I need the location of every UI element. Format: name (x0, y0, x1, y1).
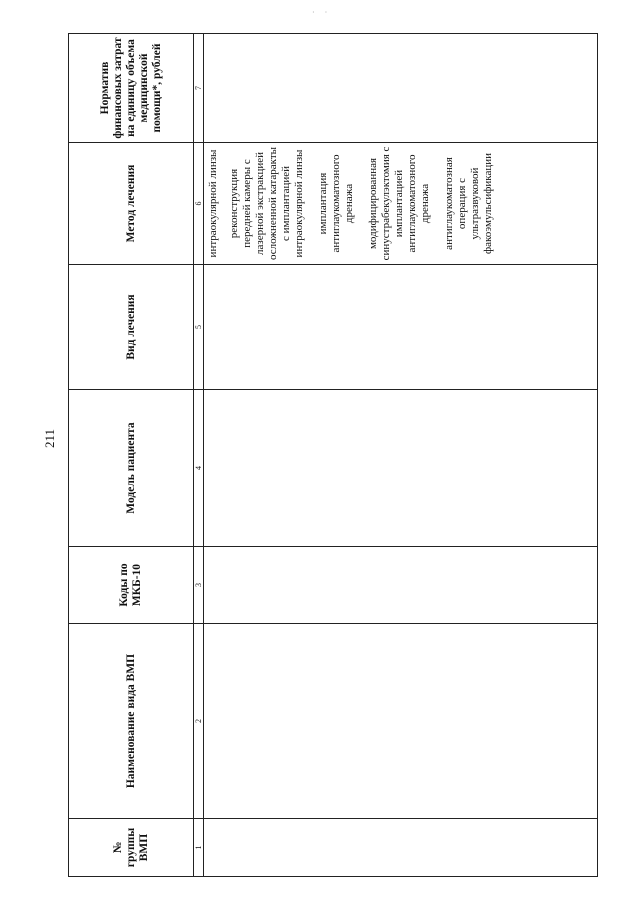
col-num-3: 3 (194, 547, 204, 624)
col-header-codes: Коды по МКБ-10 (69, 547, 194, 624)
method-item: интраокулярной линзы (207, 149, 219, 258)
cell-group (204, 819, 598, 877)
rotated-table-wrapper (68, 34, 598, 877)
col-header-treatment-method: Метод лечения (69, 143, 194, 265)
column-number-row (194, 34, 204, 877)
col-num-1: 1 (194, 819, 204, 877)
method-item: имплантация антиглаукоматозного дренажа (317, 154, 355, 253)
col-num-2: 2 (194, 624, 204, 819)
method-item: антиглаукоматозная операция с ультразвуковой факоэмульсификации (443, 152, 494, 255)
cell-treatment-method (204, 143, 598, 265)
body-row (204, 34, 598, 877)
col-header-group: № группы ВМП (69, 819, 194, 877)
vmp-table (68, 33, 598, 877)
col-header-patient-model: Модель пациента (69, 390, 194, 547)
col-header-name: Наименование вида ВМП (69, 624, 194, 819)
col-num-6: 6 (194, 143, 204, 265)
cell-name (204, 624, 598, 819)
cell-treatment-type (204, 265, 598, 390)
col-num-5: 5 (194, 265, 204, 390)
page-number: 211 (42, 428, 57, 448)
cell-patient-model (204, 390, 598, 547)
cell-cost-norm (204, 34, 598, 143)
col-num-7: 7 (194, 34, 204, 143)
method-item: модифицированная синустрабекулэктомия с имплантацией антиглаукоматозного дренажа (367, 146, 431, 261)
cell-codes (204, 547, 598, 624)
col-num-4: 4 (194, 390, 204, 547)
col-header-cost-norm: Норматив финансовых затрат на единицу объема медицинской помощи*, рублей (69, 34, 194, 143)
header-row (69, 34, 194, 877)
scan-artifact: · · (312, 8, 332, 17)
method-item: реконструкция передней камеры с лазерной экстракцией осложненной катаракты с имплантацией интраокулярной линзы (228, 146, 305, 261)
col-header-treatment-type: Вид лечения (69, 265, 194, 390)
